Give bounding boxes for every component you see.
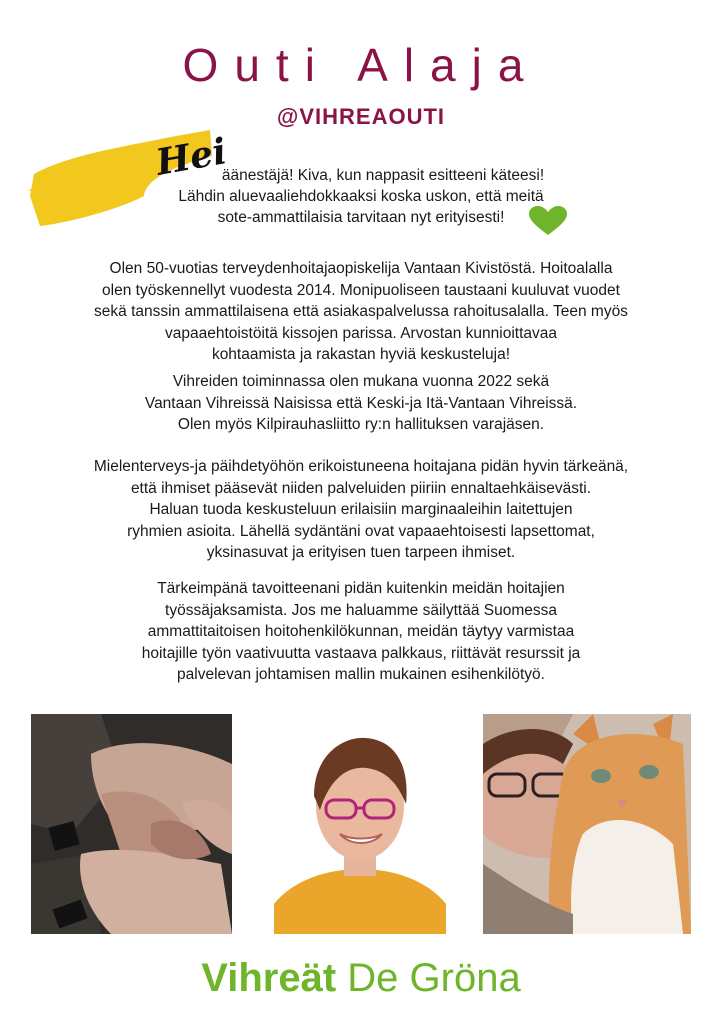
paragraph-line: yksinasuvat ja erityisen tuen tarpeen ihmiset. bbox=[206, 544, 516, 561]
bio-paragraph bbox=[50, 258, 672, 366]
page-title: Outi Alaja bbox=[182, 39, 540, 91]
logo-bold-word: Vihreät bbox=[201, 956, 337, 1000]
photo-portrait bbox=[274, 714, 446, 934]
greeting-word: Hei bbox=[152, 130, 230, 184]
paragraph-line: Mielenterveys-ja päihdetyöhön erikoistuneena hoitajana pidän hyvin tärkeänä, bbox=[93, 458, 629, 475]
paragraph-line: ryhmien asioita. Lähellä sydäntäni ovat vapaaehtoisesti lapsettomat, bbox=[127, 522, 595, 540]
paragraph-line: olen työskennellyt vuodesta 2014. Monipuoliseen taustaani kuuluvat vuodet bbox=[102, 281, 620, 299]
paragraph-line: kohtaamista ja rakastan hyviä keskusteluja! bbox=[211, 346, 511, 363]
focus-paragraph bbox=[50, 456, 672, 564]
party-logo bbox=[0, 956, 722, 1001]
activity-paragraph bbox=[50, 371, 672, 436]
paragraph-line: Vihreiden toiminnassa olen mukana vuonna 2022 sekä bbox=[172, 373, 550, 390]
paragraph-line: työssäjaksamista. Jos me haluamme säilyttää Suomessa bbox=[165, 601, 557, 619]
photo-with-cat bbox=[483, 714, 691, 934]
paragraph-line: Vantaan Vihreissä Naisissa että Keski-ja Itä-Vantaan Vihreissä. bbox=[144, 394, 578, 412]
photo-holding-hands bbox=[31, 714, 232, 934]
paragraph-line: Olen myös Kilpirauhasliitto ry:n hallituksen varajäsen. bbox=[177, 416, 545, 433]
social-handle: @VIHREAOUTI bbox=[276, 104, 446, 129]
paragraph-line: vapaaehtoistöitä kissojen parissa. Arvostan kunnioittavaa bbox=[164, 324, 558, 342]
paragraph-line: Tärkeimpänä tavoitteenani pidän kuitenkin meidän hoitajien bbox=[157, 580, 565, 597]
paragraph-line: ammattitaitoisen hoitohenkilökunnan, meidän täytyy varmistaa bbox=[147, 623, 575, 640]
goal-paragraph bbox=[50, 578, 672, 686]
heart-icon bbox=[528, 206, 568, 236]
paragraph-line: Olen 50-vuotias terveydenhoitajaopiskelija Vantaan Kivistöstä. Hoitoalalla bbox=[109, 260, 613, 277]
paragraph-line: Haluan tuoda keskusteluun erilaisiin marginaaleihin laitettujen bbox=[149, 501, 573, 518]
paragraph-line: sekä tanssin ammattilaisena että asiakaspalvelussa rahoitusalalla. Teen myös bbox=[94, 303, 628, 320]
paragraph-line: että ihmiset pääsevät niiden palveluiden piiriin ennaltaehkäisevästi. bbox=[130, 479, 592, 497]
intro-line: Lähdin aluevaaliehdokkaaksi koska uskon, että meitä bbox=[178, 188, 544, 205]
intro-line: sote-ammattilaisia tarvitaan nyt erityisesti! bbox=[217, 209, 505, 226]
logo-light-word: De Gröna bbox=[347, 956, 521, 1000]
paragraph-line: hoitajille työn vaativuutta vastaava palkkaus, riittävät resurssit ja bbox=[141, 644, 581, 662]
paragraph-line: palvelevan johtamisen mallin mukainen esihenkilötyö. bbox=[177, 666, 545, 683]
intro-line: äänestäjä! Kiva, kun nappasit esitteeni käteesi! bbox=[221, 167, 545, 184]
